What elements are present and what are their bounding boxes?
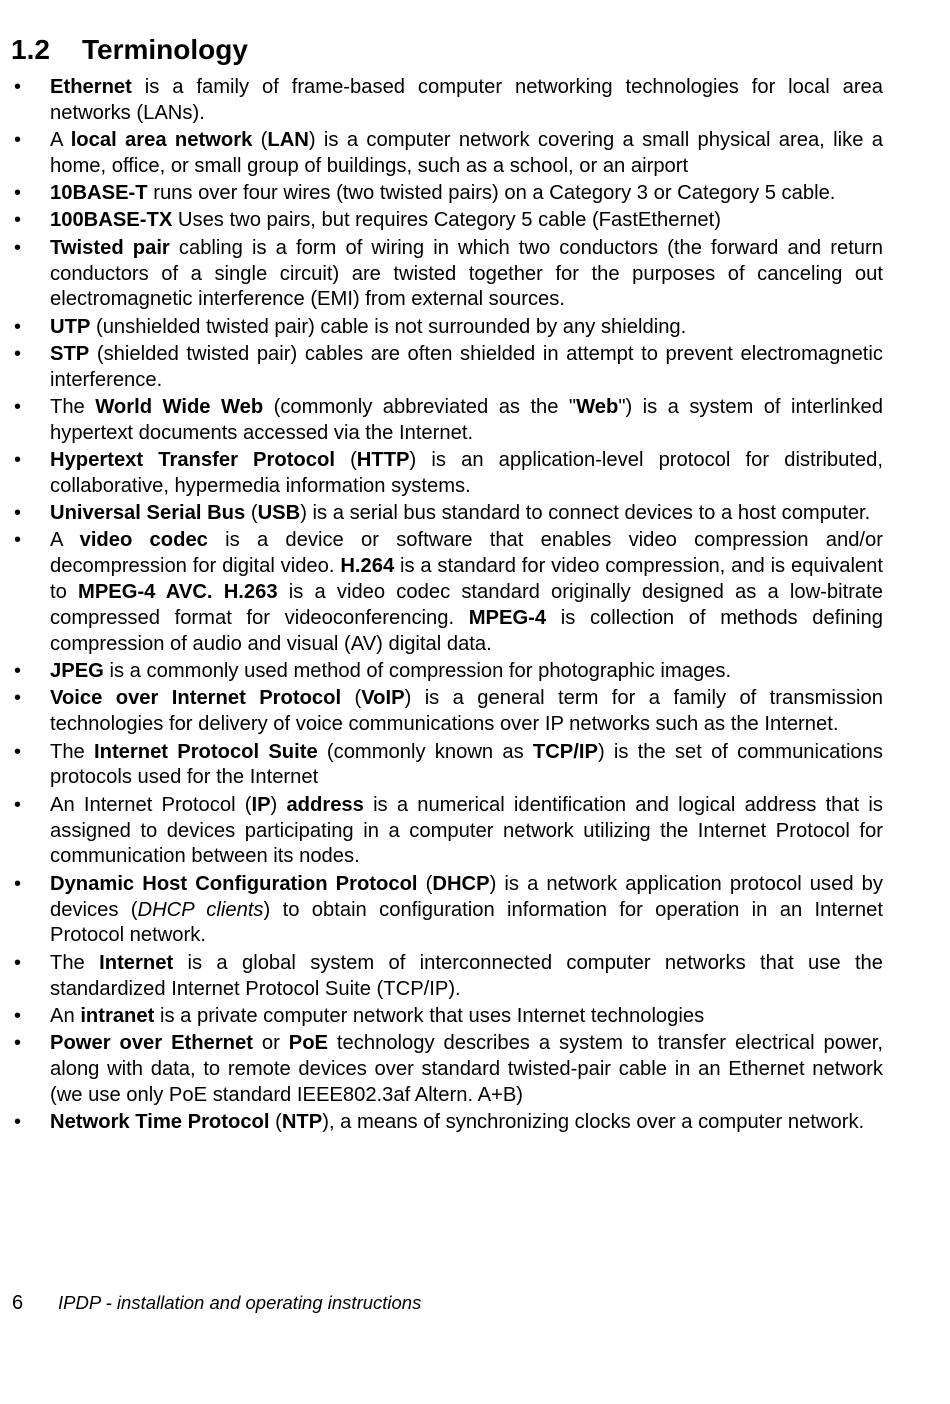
term-keyword: local area network bbox=[70, 129, 253, 152]
bullet-icon: • bbox=[14, 182, 22, 205]
bullet-icon: • bbox=[14, 1110, 22, 1133]
term-text: The bbox=[50, 951, 100, 974]
term-item bbox=[0, 75, 883, 127]
term-text: is a private computer network that uses Internet technologies bbox=[154, 1004, 705, 1027]
bullet-icon: • bbox=[14, 342, 22, 365]
term-emphasis: DHCP clients bbox=[137, 898, 264, 921]
term-keyword: Internet Protocol Suite bbox=[94, 740, 318, 763]
term-text: is a video codec standard originally designed as a low-bitrate compressed format for videoconferencing. bbox=[50, 581, 883, 630]
term-text: ) is a general term for a family of transmission technologies for delivery of voice communications over IP networks such as the Internet. bbox=[50, 687, 883, 736]
term-item bbox=[0, 528, 883, 658]
term-item bbox=[0, 1004, 883, 1030]
term-text: ), a means of synchronizing clocks over a computer network. bbox=[322, 1110, 865, 1133]
term-keyword: intranet bbox=[80, 1004, 155, 1027]
term-text: ) is a serial bus standard to connect devices to a host computer. bbox=[300, 502, 871, 525]
term-text: A bbox=[50, 129, 71, 152]
term-text: (shielded twisted pair) cables are often shielded in attempt to prevent electromagnetic interference. bbox=[50, 342, 883, 391]
terminology-list bbox=[0, 75, 950, 1137]
bullet-icon: • bbox=[14, 872, 22, 895]
term-keyword: Web bbox=[576, 395, 619, 418]
term-keyword: H.264 bbox=[340, 555, 395, 578]
term-keyword: PoE bbox=[288, 1031, 329, 1054]
bullet-icon: • bbox=[14, 1004, 22, 1027]
term-text: ) is a computer network covering a small physical area, like a home, office, or small group of buildings, such as a school, or an airport bbox=[50, 129, 883, 178]
term-text: ) bbox=[270, 793, 287, 816]
term-text: is collection of methods defining compression of audio and visual (AV) digital data. bbox=[50, 607, 883, 655]
term-text: The bbox=[50, 740, 94, 763]
bullet-icon: • bbox=[14, 951, 22, 974]
term-item bbox=[0, 395, 883, 447]
term-keyword: MPEG-4 bbox=[468, 607, 547, 630]
term-keyword: Internet bbox=[99, 951, 174, 974]
term-text: (commonly abbreviated as the " bbox=[263, 395, 577, 418]
term-text: ") is a system of interlinked hypertext documents accessed via the Internet. bbox=[50, 395, 883, 444]
term-keyword: TCP/IP bbox=[532, 740, 598, 763]
term-text: ( bbox=[252, 129, 268, 152]
term-item bbox=[0, 315, 883, 341]
term-text: or bbox=[252, 1031, 289, 1054]
term-item bbox=[0, 448, 883, 500]
term-item bbox=[0, 128, 883, 180]
term-text: is a numerical identification and logical address that is assigned to devices participating in a computer network utilizing the Internet Protocol for communication between its nodes. bbox=[50, 793, 883, 868]
term-text: (commonly known as bbox=[317, 740, 533, 763]
bullet-icon: • bbox=[14, 529, 22, 552]
section-title: Terminology bbox=[82, 34, 248, 65]
document-title: IPDP - installation and operating instructions bbox=[58, 1292, 422, 1313]
term-text: ( bbox=[334, 449, 357, 472]
term-keyword: JPEG bbox=[50, 660, 104, 683]
page-footer bbox=[12, 1290, 421, 1316]
term-item bbox=[0, 793, 883, 871]
term-keyword: VoIP bbox=[361, 687, 405, 710]
term-keyword: USB bbox=[257, 502, 301, 525]
term-item bbox=[0, 236, 883, 314]
bullet-icon: • bbox=[14, 395, 22, 418]
bullet-icon: • bbox=[14, 315, 22, 338]
term-text: An bbox=[50, 1004, 81, 1027]
term-text: The bbox=[50, 395, 96, 418]
term-item bbox=[0, 342, 883, 394]
term-keyword: Power over Ethernet bbox=[50, 1031, 253, 1054]
section-heading bbox=[11, 30, 248, 70]
term-keyword: UTP bbox=[50, 315, 91, 338]
term-keyword: STP bbox=[50, 342, 90, 365]
term-keyword: 10BASE-T bbox=[50, 182, 148, 205]
term-keyword: Hypertext Transfer Protocol bbox=[50, 449, 335, 472]
term-text: ( bbox=[269, 1110, 282, 1133]
term-text: ) to obtain configuration information for operation in an Internet Protocol network. bbox=[50, 898, 883, 947]
bullet-icon: • bbox=[14, 236, 22, 259]
term-text: ) is the set of communications protocols used for the Internet bbox=[50, 740, 883, 789]
bullet-icon: • bbox=[14, 76, 22, 98]
term-item bbox=[0, 872, 883, 950]
bullet-icon: • bbox=[14, 449, 22, 472]
bullet-icon: • bbox=[14, 129, 22, 152]
term-item bbox=[0, 1110, 883, 1136]
term-text: Uses two pairs, but requires Category 5 cable (FastEthernet) bbox=[172, 209, 721, 232]
term-text: is a commonly used method of compression for photographic images. bbox=[103, 660, 732, 683]
bullet-icon: • bbox=[14, 502, 22, 525]
term-text: ) is a network application protocol used by devices ( bbox=[50, 872, 883, 921]
bullet-icon: • bbox=[14, 793, 22, 816]
term-item bbox=[0, 501, 883, 527]
term-text: An Internet Protocol ( bbox=[50, 793, 252, 816]
term-keyword: DHCP bbox=[432, 872, 490, 895]
term-keyword: Ethernet bbox=[50, 76, 132, 98]
term-keyword: MPEG-4 AVC. H.263 bbox=[78, 581, 278, 604]
term-item bbox=[0, 740, 883, 792]
term-text: A bbox=[50, 529, 80, 552]
term-item bbox=[0, 1031, 883, 1109]
term-keyword: address bbox=[286, 793, 364, 816]
term-keyword: video codec bbox=[79, 529, 208, 552]
term-text: cabling is a form of wiring in which two conductors (the forward and return conductors of a single circuit) are twisted together for the purposes of canceling out electromagnetic interference (EMI) from external sources. bbox=[50, 236, 883, 311]
term-keyword: NTP bbox=[281, 1110, 323, 1133]
bullet-icon: • bbox=[14, 209, 22, 232]
term-keyword: LAN bbox=[267, 129, 309, 152]
term-text: runs over four wires (two twisted pairs) on a Category 3 or Category 5 cable. bbox=[147, 182, 836, 205]
page-number: 6 bbox=[12, 1292, 24, 1314]
bullet-icon: • bbox=[14, 1031, 22, 1054]
term-keyword: IP bbox=[251, 793, 271, 816]
term-text: ) is an application-level protocol for distributed, collaborative, hypermedia information systems. bbox=[50, 449, 883, 497]
term-item bbox=[0, 181, 883, 207]
section-number: 1.2 bbox=[11, 34, 50, 65]
term-keyword: 100BASE-TX bbox=[50, 209, 173, 232]
term-text: is a standard for video compression, and is equivalent to bbox=[50, 555, 883, 604]
term-keyword: Network Time Protocol bbox=[50, 1110, 270, 1133]
bullet-icon: • bbox=[14, 740, 22, 763]
term-keyword: Voice over Internet Protocol bbox=[50, 687, 342, 710]
term-item bbox=[0, 686, 883, 738]
term-keyword: Dynamic Host Configuration Protocol bbox=[50, 872, 418, 895]
term-item bbox=[0, 208, 883, 234]
term-item bbox=[0, 659, 883, 685]
term-item bbox=[0, 951, 883, 1003]
term-text: ( bbox=[341, 687, 362, 710]
term-text: (unshielded twisted pair) cable is not surrounded by any shielding. bbox=[90, 315, 687, 338]
term-keyword: World Wide Web bbox=[95, 395, 264, 418]
term-keyword: Twisted pair bbox=[50, 236, 170, 259]
term-text: is a family of frame-based computer networking technologies for local area networks (LANs). bbox=[50, 76, 883, 124]
term-text: is a global system of interconnected computer networks that use the standardized Internet Protocol Suite (TCP/IP). bbox=[50, 951, 884, 1000]
term-keyword: Universal Serial Bus bbox=[50, 502, 246, 525]
term-text: ( bbox=[417, 872, 433, 895]
term-text: technology describes a system to transfer electrical power, along with data, to remote devices over standard twisted-pair cable in an Ethernet network (we use only PoE standard IEEE802.3af Altern. A+B) bbox=[50, 1031, 883, 1106]
term-keyword: HTTP bbox=[356, 449, 410, 472]
bullet-icon: • bbox=[14, 660, 22, 683]
term-text: is a device or software that enables video compression and/or decompression for digital video. bbox=[50, 529, 883, 578]
bullet-icon: • bbox=[14, 687, 22, 710]
term-text: ( bbox=[245, 502, 258, 525]
